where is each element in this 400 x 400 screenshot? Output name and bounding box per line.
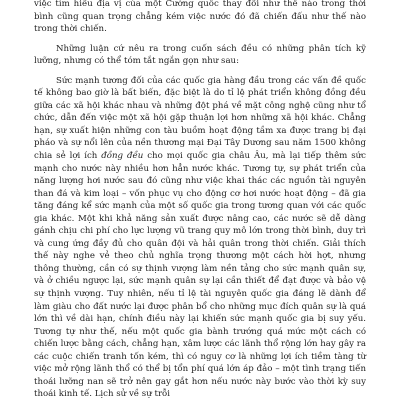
paragraph-continuation <box>34 0 366 36</box>
paragraph-text-after-emphasis: cho mọi quốc gia châu Âu, mà lại tiếp thêm sức mạnh cho nước này nhiều hơn hẳn nước khác. Tương tự, sự phát triển của năng lượng hơi nước sau đó cũng như việc khai thác các nguồn tài nguyên than đá và kim loại – vốn phục vụ cho động cơ hơi nước hoạt động – đã gia tăng đáng kể sức mạnh của một số quốc gia trong tương quan với các quốc gia khác. Một khi khả năng sản xuất được nâng cao, các nước sẽ dễ dàng gánh chịu chi phí cho lực lượng vũ trang quy mô lớn trong thời bình, duy trì và cung ứng đầy đủ cho quân đội và hải quân trong thời chiến. Giải thích thế này nghe vẻ theo chủ nghĩa trọng thương một cách hời hợt, nhưng thông thường, cần có sự thịnh vượng làm nền tảng cho sức mạnh quân sự, và ở chiều ngược lại, sức mạnh quân sự lại cần thiết để đạt được và bảo vệ sự thịnh vượng. Tuy nhiên, nếu tỉ lệ tài nguyên quốc gia đáng lẽ dành để làm giàu cho đất nước lại được phân bổ cho những mục đích quân sự là quá lớn thì về dài hạn, chính điều này lại khiến sức mạnh quốc gia bị suy yếu. Tương tự như thế, nếu một quốc gia bành trướng quá mức một cách có chiến lược bằng cách, chẳng hạn, xâm lược các lãnh thổ rộng lớn hay gây ra các cuộc chiến tranh tốn kém, thì có nguy cơ là những lợi ích tiềm tàng từ việc mở rộng lãnh thổ có thể bị tổn phí quá lớn áp đảo – một tình trạng tiến thoái lưỡng nan sẽ trở nên gay gắt hơn nếu nước này bước vào thời kỳ suy thoái kinh tế. Lịch sử về sự trỗi <box>34 151 366 400</box>
emphasized-phrase: đồng đều <box>101 151 144 162</box>
paragraph-intro <box>34 43 366 68</box>
body-text <box>34 0 366 400</box>
paragraph-main-argument <box>34 75 366 400</box>
paragraph-text: việc tìm hiểu địa vị của một Cường quốc thay đổi như thế nào trong thời bình cũng quan trọng chẳng kém việc nước đó đã chiến đấu như thế nào trong thời chiến. <box>34 0 366 35</box>
paragraph-text: Những luận cứ nêu ra trong cuốn sách đều có những phân tích kỹ lưỡng, nhưng có thể tóm tắt ngắn gọn như sau: <box>34 43 366 67</box>
paragraph-text-before-emphasis: Sức mạnh tương đối của các quốc gia hàng đầu trong các vấn đề quốc tế không bao giờ là bất biến, đặc biệt là do tỉ lệ phát triển không đồng đều giữa các xã hội khác nhau và những đột phá về mặt công nghệ cũng như tổ chức, dẫn đến việc một xã hội gặp thuận lợi hơn những xã hội khác. Chẳng hạn, sự xuất hiện những con tàu buồm hoạt động tầm xa được trang bị đại pháo và sự nổi lên của nền thương mại Đại Tây Dương sau năm 1500 không chia sẻ lợi ích <box>34 75 366 162</box>
